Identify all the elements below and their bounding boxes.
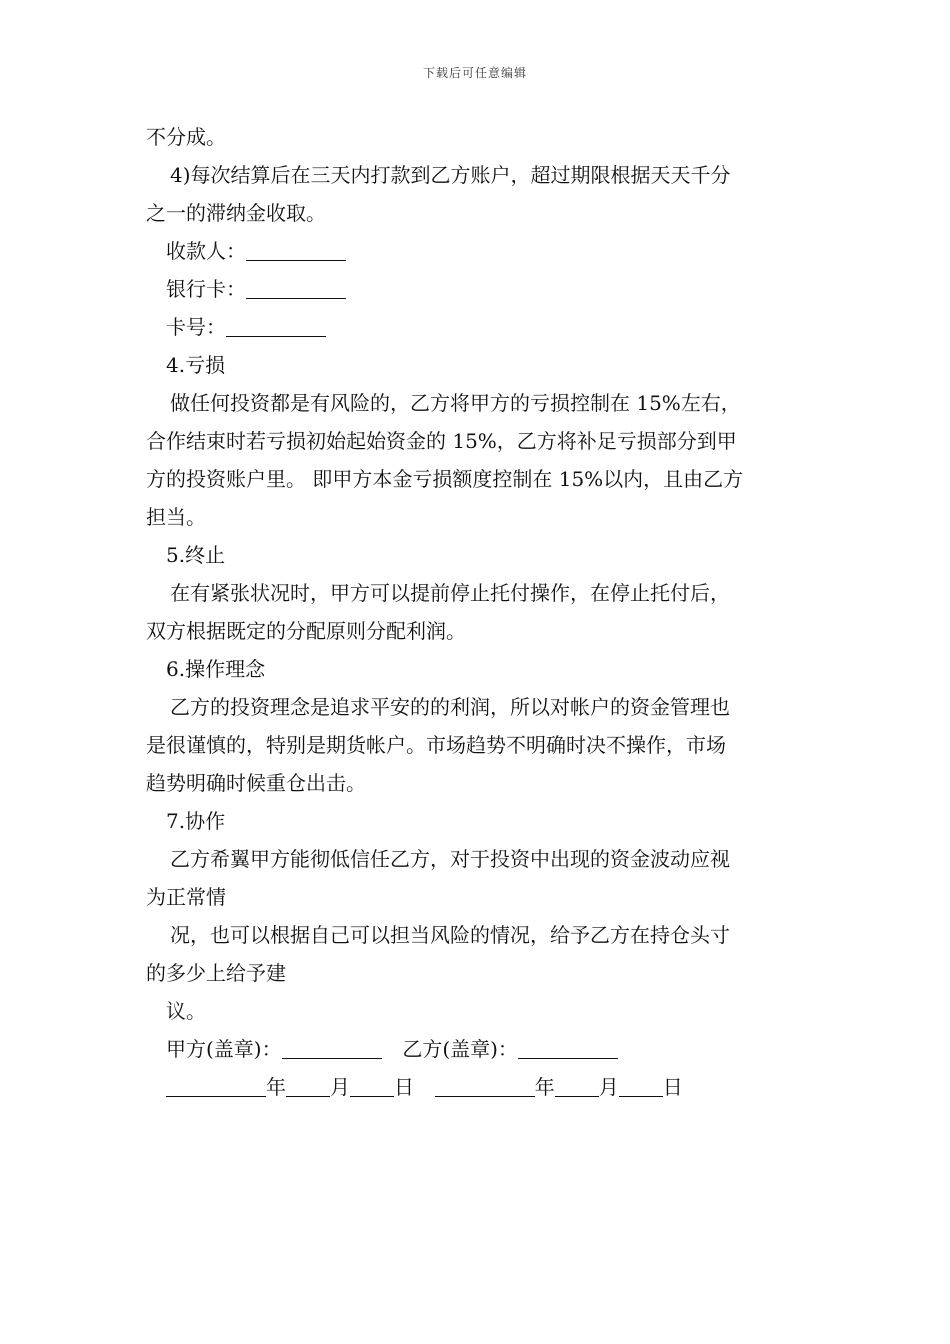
day-label: 日 bbox=[662, 1075, 683, 1099]
party-a-month-blank bbox=[286, 1072, 330, 1097]
date-row bbox=[146, 1068, 810, 1106]
party-b-seal-blank bbox=[518, 1034, 618, 1059]
paragraph-line: 在有紧张状况时，甲方可以提前停止托付操作，在停止托付后， bbox=[170, 581, 730, 605]
section-title-loss: 4.亏损 bbox=[166, 353, 226, 377]
party-a-day-blank bbox=[350, 1072, 394, 1097]
party-a-seal-blank bbox=[282, 1034, 382, 1059]
bank-card-field bbox=[146, 270, 810, 308]
card-number-label: 卡号： bbox=[166, 315, 226, 339]
party-a-year-blank bbox=[166, 1072, 266, 1097]
party-b-year-blank bbox=[435, 1072, 535, 1097]
page-header: 下载后可任意编辑 bbox=[422, 66, 527, 80]
paragraph-line: 担当。 bbox=[146, 505, 206, 529]
signature-row bbox=[146, 1030, 810, 1068]
bank-card-label: 银行卡： bbox=[166, 277, 246, 301]
party-b-month-blank bbox=[555, 1072, 599, 1097]
section-title-philosophy: 6.操作理念 bbox=[166, 657, 266, 681]
item-4-line: 之一的滞纳金收取。 bbox=[146, 201, 326, 225]
paragraph-line: 双方根据既定的分配原则分配利润。 bbox=[146, 619, 466, 643]
day-label: 日 bbox=[394, 1075, 414, 1099]
party-a-seal-label: 甲方(盖章)： bbox=[166, 1037, 282, 1061]
payee-field bbox=[146, 232, 810, 270]
paragraph-line: 做任何投资都是有风险的，乙方将甲方的亏损控制在 15%左右， bbox=[170, 391, 741, 415]
paragraph-line: 不分成。 bbox=[146, 125, 226, 149]
item-4-line: 4)每次结算后在三天内打款到乙方账户，超过期限根据天天千分 bbox=[170, 163, 731, 187]
year-label: 年 bbox=[534, 1075, 555, 1099]
card-number-blank bbox=[226, 312, 326, 337]
paragraph-line: 合作结束时若亏损初始起始资金的 15%，乙方将补足亏损部分到甲 bbox=[146, 429, 737, 453]
party-b-seal-label: 乙方(盖章)： bbox=[402, 1037, 518, 1061]
payee-label: 收款人： bbox=[166, 239, 246, 263]
paragraph-line: 趋势明确时候重仓出击。 bbox=[146, 771, 366, 795]
paragraph-line: 为正常情 bbox=[146, 885, 226, 909]
paragraph-line: 况，也可以根据自己可以担当风险的情况，给予乙方在持仓头寸 bbox=[170, 923, 730, 947]
payee-blank bbox=[246, 236, 346, 261]
bank-card-blank bbox=[246, 274, 346, 299]
party-b-day-blank bbox=[619, 1072, 663, 1097]
paragraph-line: 方的投资账户里。 即甲方本金亏损额度控制在 15%以内，且由乙方 bbox=[146, 467, 744, 491]
month-label: 月 bbox=[598, 1075, 619, 1099]
month-label: 月 bbox=[330, 1075, 350, 1099]
paragraph-line: 的多少上给予建 bbox=[146, 961, 286, 985]
paragraph-line: 是很谨慎的，特别是期货帐户。市场趋势不明确时决不操作，市场 bbox=[146, 733, 726, 757]
paragraph-line: 议。 bbox=[166, 999, 206, 1023]
document-body bbox=[146, 118, 810, 1106]
section-title-termination: 5.终止 bbox=[166, 543, 226, 567]
section-title-cooperation: 7.协作 bbox=[166, 809, 226, 833]
paragraph-line: 乙方希翼甲方能彻低信任乙方，对于投资中出现的资金波动应视 bbox=[170, 847, 730, 871]
card-number-field bbox=[146, 308, 810, 346]
paragraph-line: 乙方的投资理念是追求平安的的利润，所以对帐户的资金管理也 bbox=[170, 695, 730, 719]
year-label: 年 bbox=[266, 1075, 286, 1099]
